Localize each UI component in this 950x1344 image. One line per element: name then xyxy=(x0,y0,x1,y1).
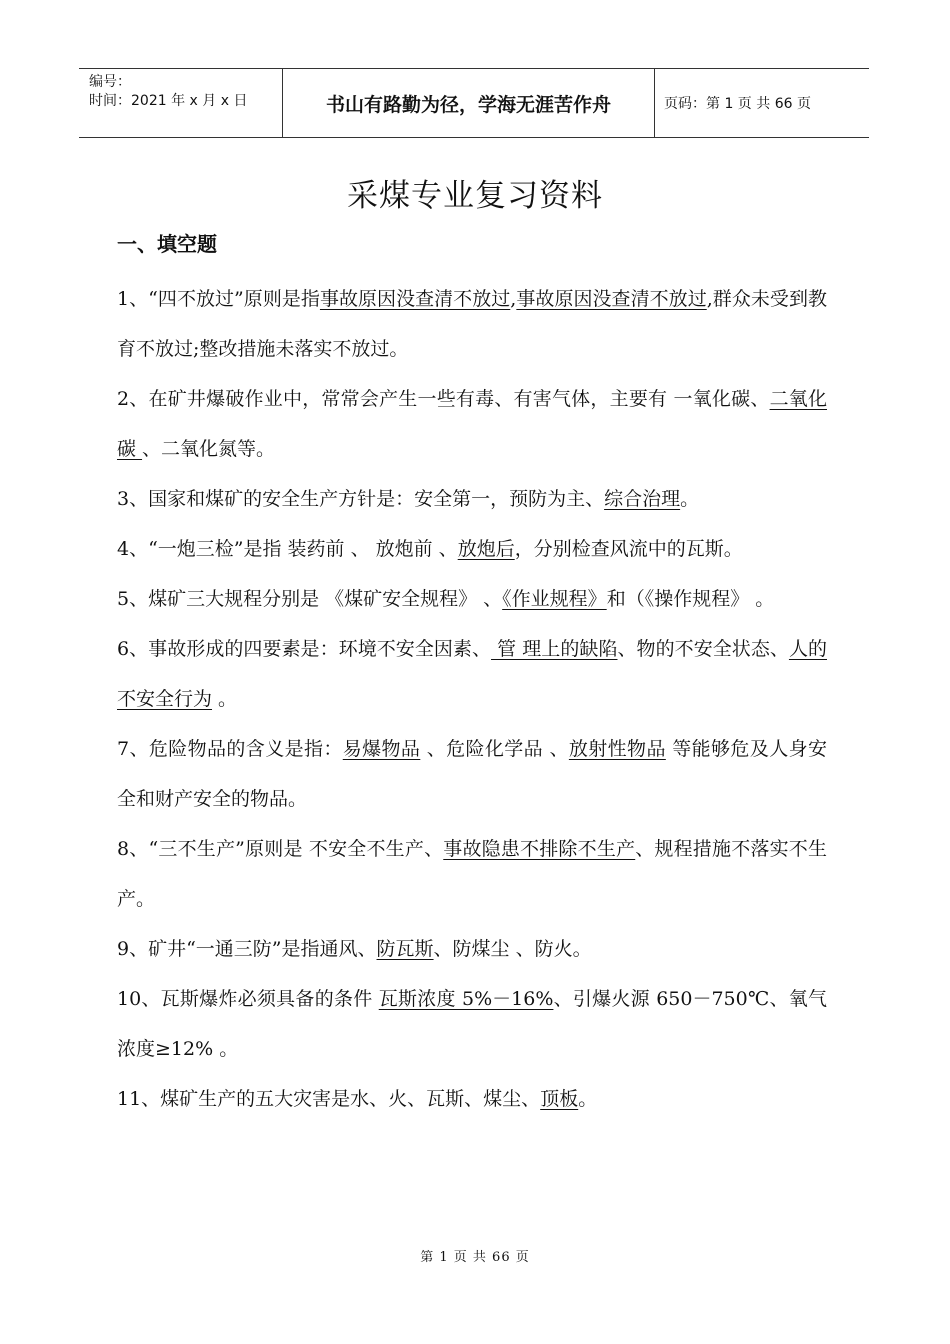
answer-underline: 综合治理 xyxy=(604,488,681,510)
number-label: 编号： xyxy=(89,74,131,90)
question-item-4: 4、“一炮三检”是指 装药前 、 放炮前 、放炮后，分别检查风流中的瓦斯。 xyxy=(117,538,743,560)
time-label: 时间：2021 年 x 月 x 日 xyxy=(89,93,248,109)
answer-underline: 二氧化碳 xyxy=(117,388,827,460)
answer-underline: 放射性物品 xyxy=(568,738,666,760)
question-item-11: 11、煤矿生产的五大灾害是水、火、瓦斯、煤尘、顶板。 xyxy=(117,1088,598,1110)
answer-underline: 防瓦斯 xyxy=(376,938,434,960)
answer-underline: 管 理上的缺陷 xyxy=(491,638,618,660)
header-table xyxy=(79,68,869,138)
question-list xyxy=(117,274,827,1124)
answer-underline: 放炮后 xyxy=(457,538,515,560)
question-item-5: 5、煤矿三大规程分别是 《煤矿安全规程》 、《作业规程》和（《操作规程》 。 xyxy=(117,588,775,610)
answer-underline: 顶板 xyxy=(540,1088,579,1110)
question-item-8: 8、“三不生产”原则是 不安全不生产、事故隐患不排除不生产、规程措施不落实不生产。 xyxy=(117,838,827,910)
question-item-10: 10、瓦斯爆炸必须具备的条件 瓦斯浓度 5%－16%、引爆火源 650－750℃、氧气浓度≥12% 。 xyxy=(117,988,827,1060)
answer-underline: 人的不安全行为 xyxy=(117,638,827,710)
question-item-3: 3、国家和煤矿的安全生产方针是：安全第一，预防为主、综合治理。 xyxy=(117,488,700,510)
question-item-1: 1、“四不放过”原则是指事故原因没查清不放过,事故原因没查清不放过,群众未受到教育不放过;整改措施未落实不放过。 xyxy=(117,288,827,360)
answer-underline: 事故原因没查清不放过 xyxy=(319,288,511,310)
header-motto: 书山有路勤为径，学海无涯苦作舟 xyxy=(325,93,611,116)
header-meta-cell xyxy=(79,69,282,137)
header-page-info: 页码：第 1 页 共 66 页 xyxy=(664,96,811,112)
question-item-7: 7、危险物品的含义是指：易爆物品 、危险化学品 、放射性物品 等能够危及人身安全和财产安全的物品。 xyxy=(117,738,827,810)
page-footer: 第 1 页 共 66 页 xyxy=(420,1250,530,1265)
section-heading: 一、填空题 xyxy=(117,232,217,256)
header-page-cell xyxy=(655,69,869,137)
question-item-2: 2、在矿井爆破作业中，常常会产生一些有毒、有害气体，主要有 一氧化碳、二氧化碳 、二氧化氮等。 xyxy=(117,388,827,460)
header-motto-cell xyxy=(282,69,655,137)
answer-underline: 《作业规程》 xyxy=(502,588,607,610)
answer-underline: 易爆物品 xyxy=(342,738,421,760)
answer-underline: 瓦斯浓度 5%－16% xyxy=(378,988,554,1010)
answer-underline: 事故隐患不排除不生产 xyxy=(443,838,636,860)
question-item-6: 6、事故形成的四要素是：环境不安全因素、 管 理上的缺陷、物的不安全状态、人的不安全行为 。 xyxy=(117,638,827,710)
question-item-9: 9、矿井“一通三防”是指通风、防瓦斯、防煤尘 、防火。 xyxy=(117,938,592,960)
answer-underline: 事故原因没查清不放过 xyxy=(516,288,707,310)
document-title: 采煤专业复习资料 xyxy=(347,178,603,214)
